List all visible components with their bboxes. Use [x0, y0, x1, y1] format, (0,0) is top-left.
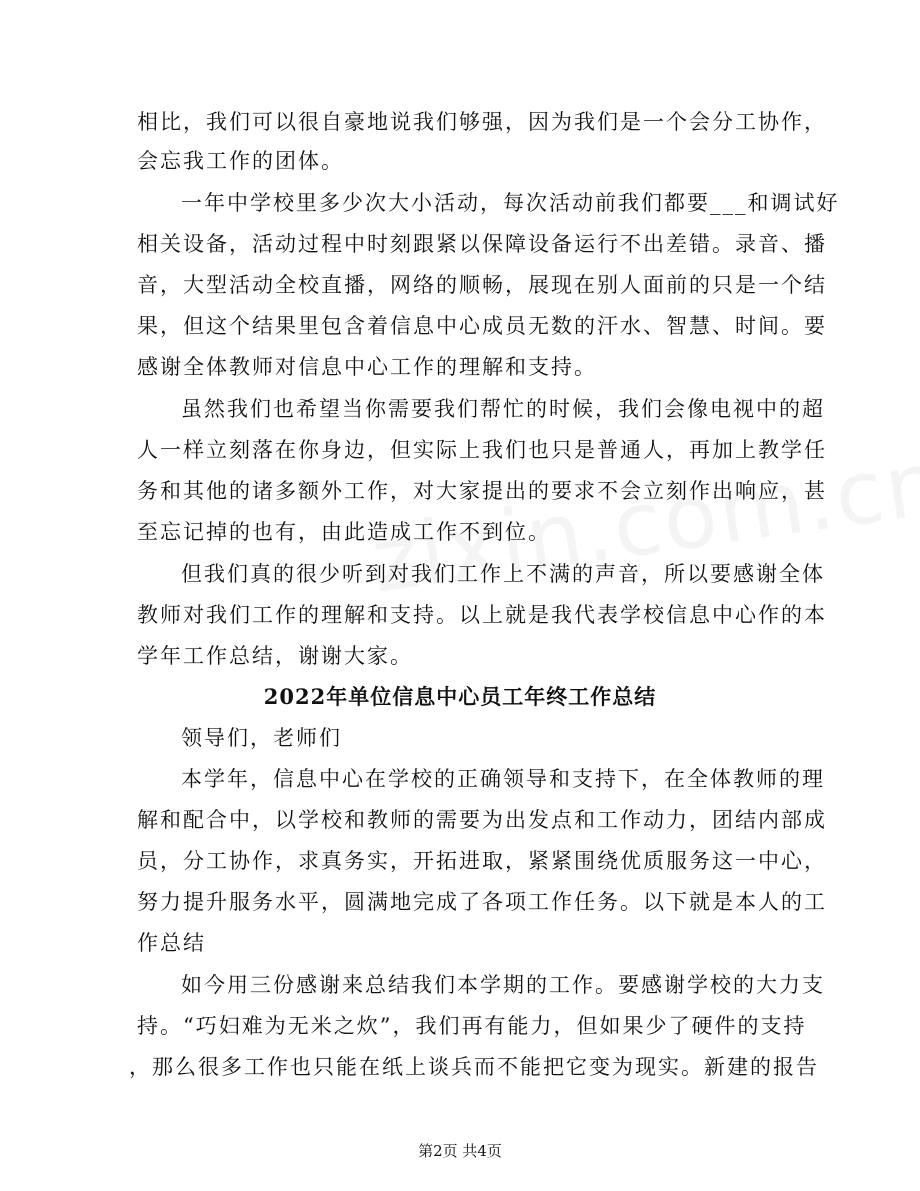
paragraph-line: 学年工作总结，谢谢大家。 — [137, 644, 413, 668]
paragraph-line: 务和其他的诸多额外工作，对大家提出的要求不会立刻作出响应，甚 — [137, 479, 827, 503]
paragraph-line: 如今用三份感谢来总结我们本学期的工作。要感谢学校的大力支 — [181, 973, 825, 997]
paragraph-line: 教师对我们工作的理解和支持。以上就是我代表学校信息中心作的本 — [137, 603, 827, 627]
paragraph-line: 果，但这个结果里包含着信息中心成员无数的汗水、智慧、时间。要 — [137, 314, 827, 338]
paragraph-line: 音，大型活动全校直播，网络的顺畅，展现在别人面前的只是一个结 — [137, 273, 827, 297]
page-number-footer: 第2页 共4页 — [418, 1142, 502, 1160]
paragraph-line: 相比，我们可以很自豪地说我们够强，因为我们是一个会分工协作， — [137, 110, 827, 134]
paragraph-line: 但我们真的很少听到对我们工作上不满的声音，所以要感谢全体 — [181, 562, 825, 586]
paragraph-line: 一年中学校里多少次大小活动，每次活动前我们都要___和调试好 — [181, 191, 840, 215]
paragraph-line: 人一样立刻落在你身边，但实际上我们也只是普通人，再加上教学任 — [137, 438, 827, 462]
paragraph-line: 虽然我们也希望当你需要我们帮忙的时候，我们会像电视中的超 — [181, 397, 825, 421]
paragraph-line: 相关设备，活动过程中时刻跟紧以保障设备运行不出差错。录音、播 — [137, 232, 827, 256]
section-title: 2022年单位信息中心员工年终工作总结 — [263, 684, 657, 709]
paragraph-line: 员，分工协作，求真务实，开拓进取，紧紧围绕优质服务这一中心， — [137, 849, 827, 873]
paragraph-line: 作总结 — [137, 931, 206, 955]
paragraph-line: ，那么很多工作也只能在纸上谈兵而不能把它变为现实。新建的报告 — [129, 1055, 819, 1079]
paragraph-line: 感谢全体教师对信息中心工作的理解和支持。 — [137, 355, 597, 379]
paragraph-line: 持。“巧妇难为无米之炊”，我们再有能力，但如果少了硬件的支持 — [137, 1014, 807, 1038]
paragraph-line: 会忘我工作的团体。 — [137, 149, 344, 173]
paragraph-line: 努力提升服务水平，圆满地完成了各项工作任务。以下就是本人的工 — [137, 890, 827, 914]
paragraph-line: 本学年，信息中心在学校的正确领导和支持下，在全体教师的理 — [181, 767, 825, 791]
salutation: 领导们，老师们 — [181, 726, 342, 750]
paragraph-line: 解和配合中，以学校和教师的需要为出发点和工作动力，团结内部成 — [137, 808, 827, 832]
paragraph-line: 至忘记掉的也有，由此造成工作不到位。 — [137, 520, 551, 544]
